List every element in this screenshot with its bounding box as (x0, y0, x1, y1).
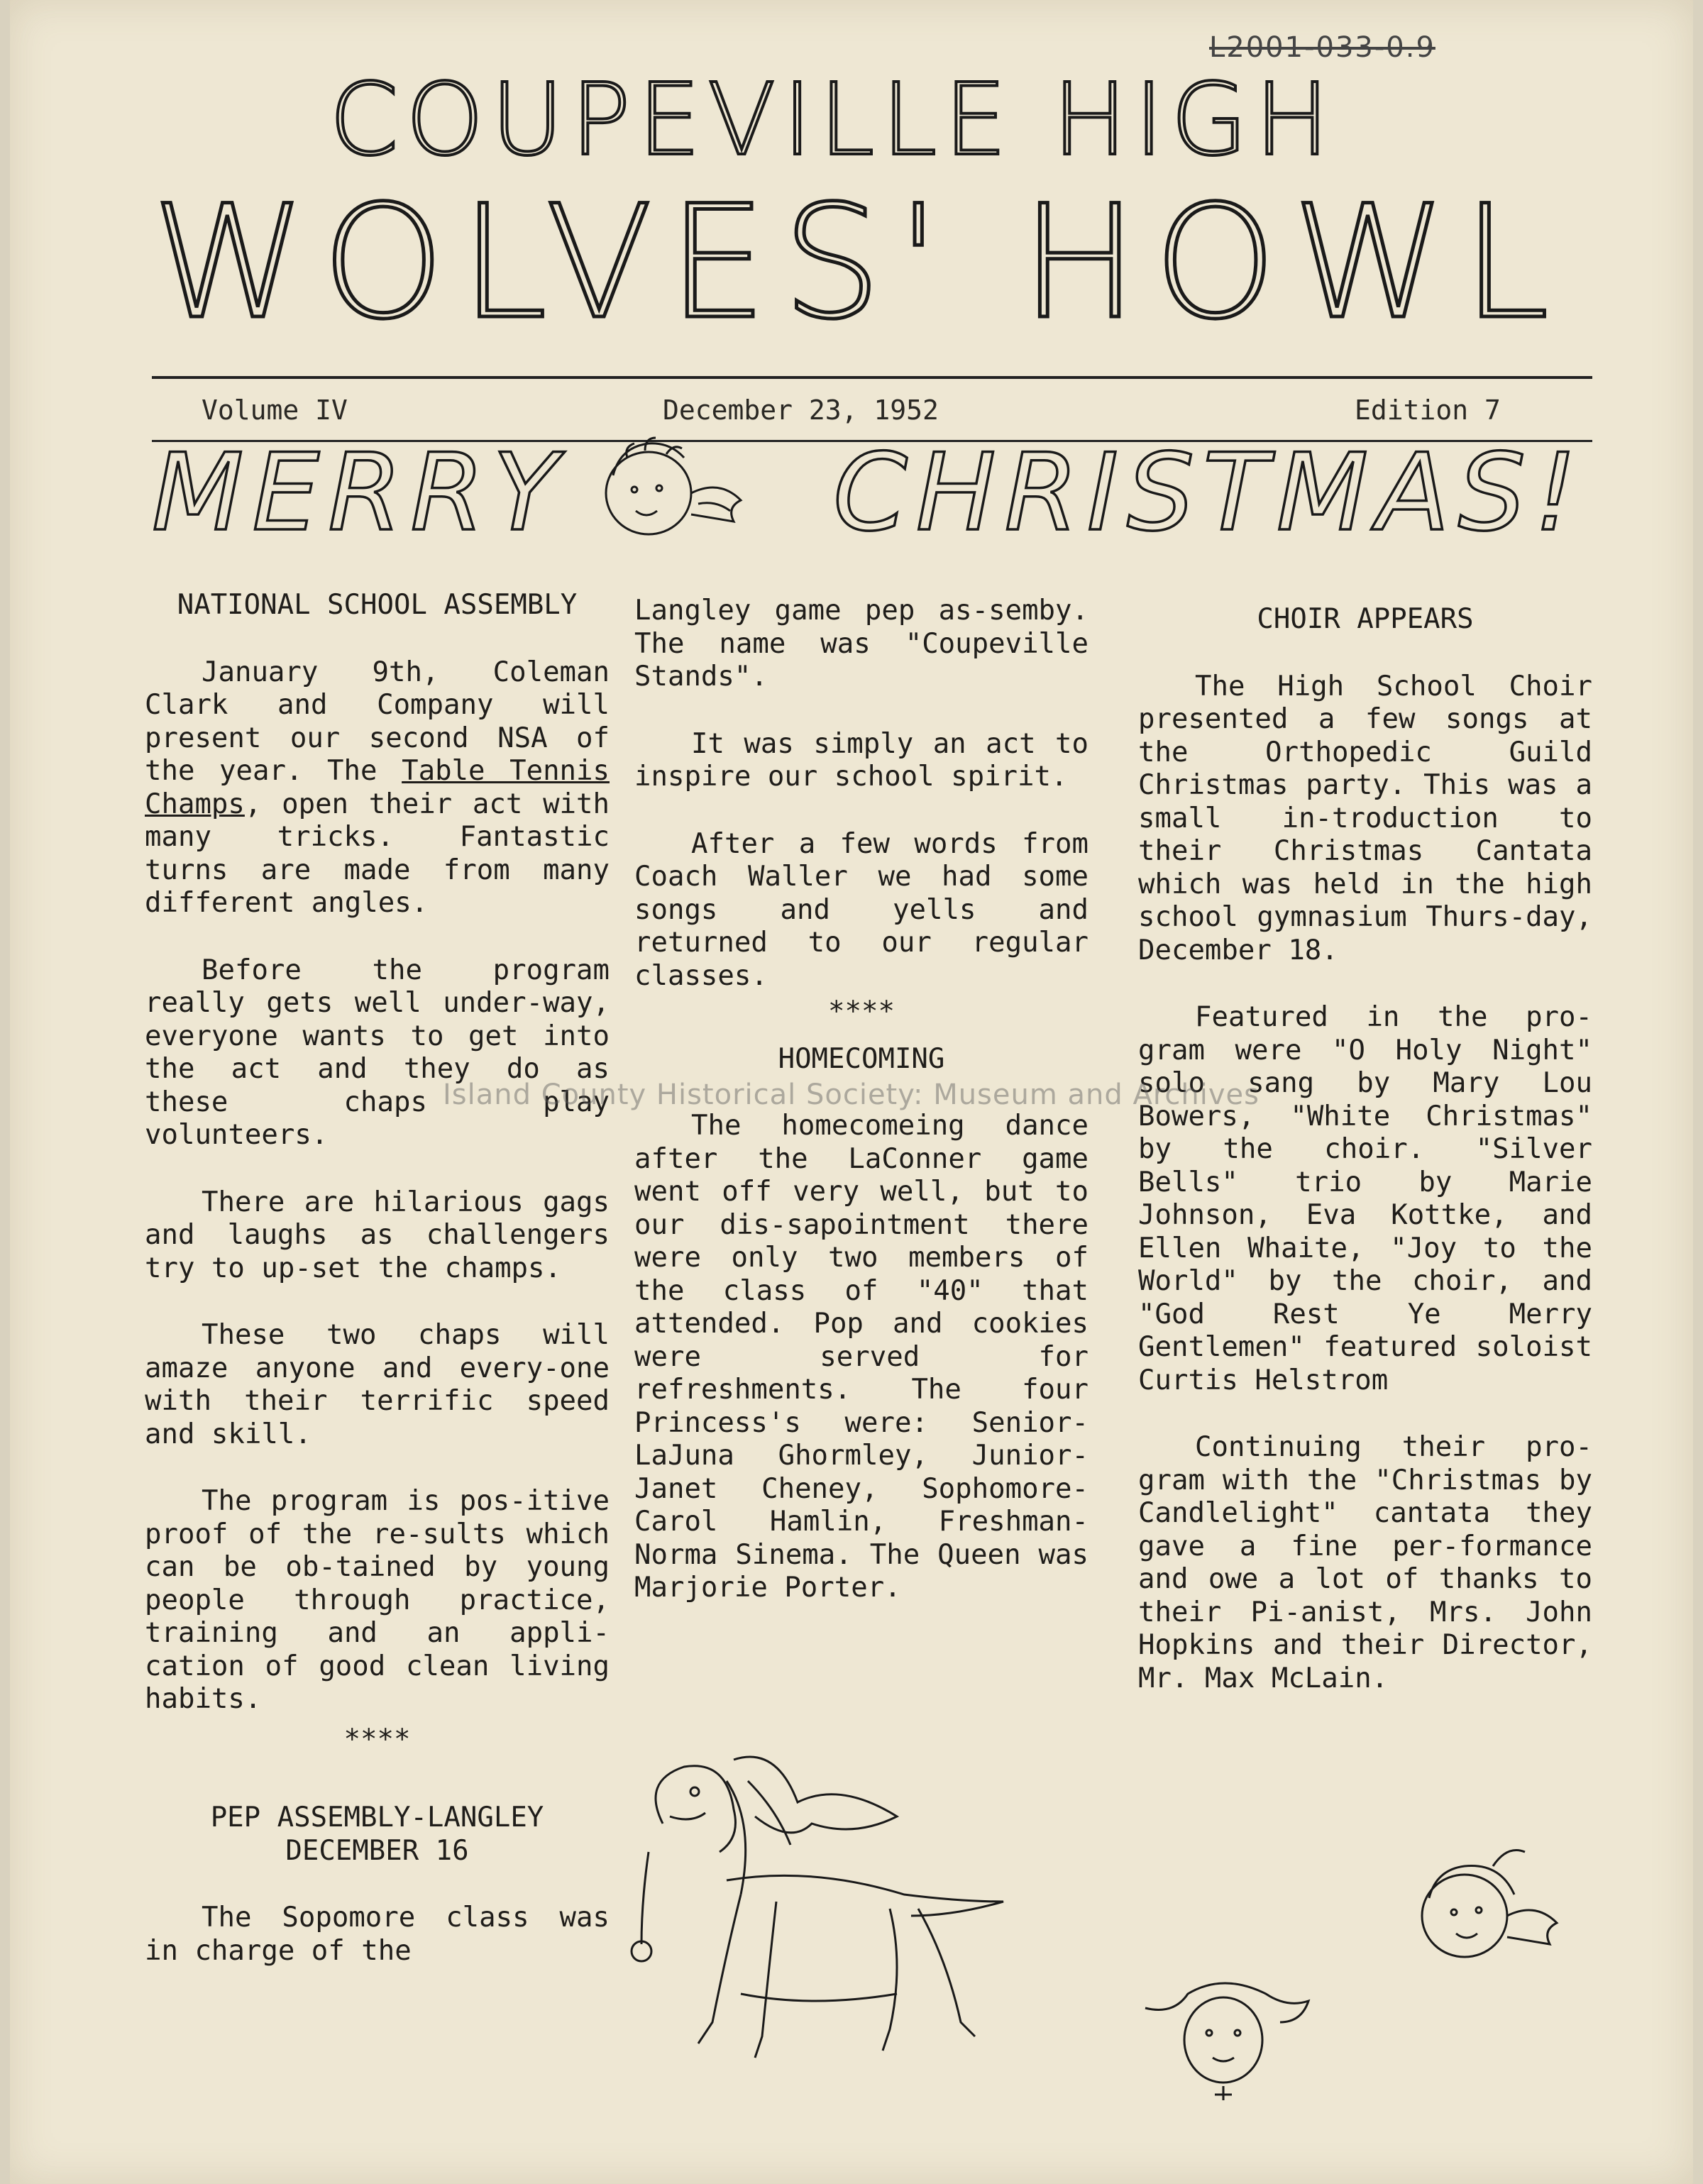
paragraph: Before the program really gets well under-way, everyone wants to get into the act and they do as these chaps play volunteers. (145, 954, 610, 1151)
article-column-1 (145, 589, 610, 2002)
paragraph: Langley game pep as-semby. The name was "Coupeville Stands". (634, 595, 1089, 693)
volume-label: Volume IV (202, 395, 348, 426)
cherub-head-icon (1401, 1845, 1571, 1973)
greeting-merry: MERRY (152, 431, 567, 555)
article-column-2 (634, 595, 1089, 1639)
winged-dog-drawing (620, 1738, 1089, 2107)
act-title-underlined: Table Tennis Champs (145, 755, 610, 820)
headline-homecoming: HOMECOMING (778, 1042, 945, 1075)
greeting-christmas: CHRISTMAS! (833, 431, 1586, 555)
article-column-3 (1138, 603, 1592, 1729)
masthead-title: WOLVES' HOWL (152, 172, 1565, 353)
paragraph (145, 656, 610, 920)
headline-national-school-assembly: NATIONAL SCHOOL ASSEMBLY (177, 589, 578, 621)
paragraph: The Sopomore class was in charge of the (145, 1902, 610, 1967)
masthead-rule-top (152, 376, 1592, 379)
section-separator: **** (828, 996, 895, 1027)
paragraph: After a few words from Coach Waller we had some songs and yells and returned to our regular classes. (634, 827, 1089, 992)
paragraph: These two chaps will amaze anyone and every-one with their terrific speed and skill. (145, 1319, 610, 1450)
headline-pep-assembly-langley: PEP ASSEMBLY-LANGLEY DECEMBER 16 (210, 1802, 544, 1867)
headline-choir-appears: CHOIR APPEARS (1257, 603, 1474, 635)
accession-number: L2001-033-0.9 (1209, 31, 1435, 64)
paragraph: The High School Choir presented a few songs at the Orthopedic Guild Christmas party. This was a small in-troduction to their Christmas Cantata which was held in the high school gymnasium Thurs-day, December 18. (1138, 670, 1592, 966)
paragraph: There are hilarious gags and laughs as challengers try to up-set the champs. (145, 1186, 610, 1284)
paragraph-text: January 9th, Coleman Clark and Company will present our second NSA of the year. The (145, 656, 610, 787)
angel-face-icon (1138, 1965, 1323, 2107)
paragraph: Continuing their pro-gram with the "Christmas by Candlelight" cantata they gave a fine per-formance and owe a lot of thanks to their Pi-anist, Mrs. John Hopkins and their Director, Mr. Max McLain. (1138, 1431, 1592, 1694)
issue-date: December 23, 1952 (663, 395, 939, 426)
edition-label: Edition 7 (1355, 395, 1501, 426)
archive-watermark: Island County Historical Society: Museum and Archives (443, 1079, 1260, 1111)
paragraph: The homecomeing dance after the LaConner game went off very well, but to our dis-sapointment there were only two members of the class of "40" that attended. Pop and cookies were served for refreshments. The four Princess's were: Senior-LaJuna Ghormley, Junior-Janet Cheney, Sophomore-Carol Hamlin, Freshman-Norma Sinema. The Queen was Marjorie Porter. (634, 1110, 1089, 1604)
section-separator: **** (343, 1723, 411, 1755)
cherub-head-icon (585, 426, 755, 553)
paragraph: Featured in the pro-gram were "O Holy Night" solo sang by Mary Lou Bowers, "White Christmas" by the choir. "Silver Bells" trio by Marie Johnson, Eva Kottke, and Ellen Whaite, "Joy to the World" by the choir, and "God Rest Ye Merry Gentlemen" featured soloist Curtis Helstrom (1138, 1001, 1592, 1396)
masthead-school-name: COUPEVILLE HIGH (329, 62, 1337, 178)
paragraph: It was simply an act to inspire our school spirit. (634, 727, 1089, 793)
paragraph-text: , open their act with many tricks. Fantastic turns are made from many different angles. (145, 788, 610, 919)
newsletter-page (10, 0, 1693, 2184)
paragraph: The program is pos-itive proof of the re-sults which can be ob-tained by young people through practice, training and an appli-cation of good clean living habits. (145, 1485, 610, 1715)
